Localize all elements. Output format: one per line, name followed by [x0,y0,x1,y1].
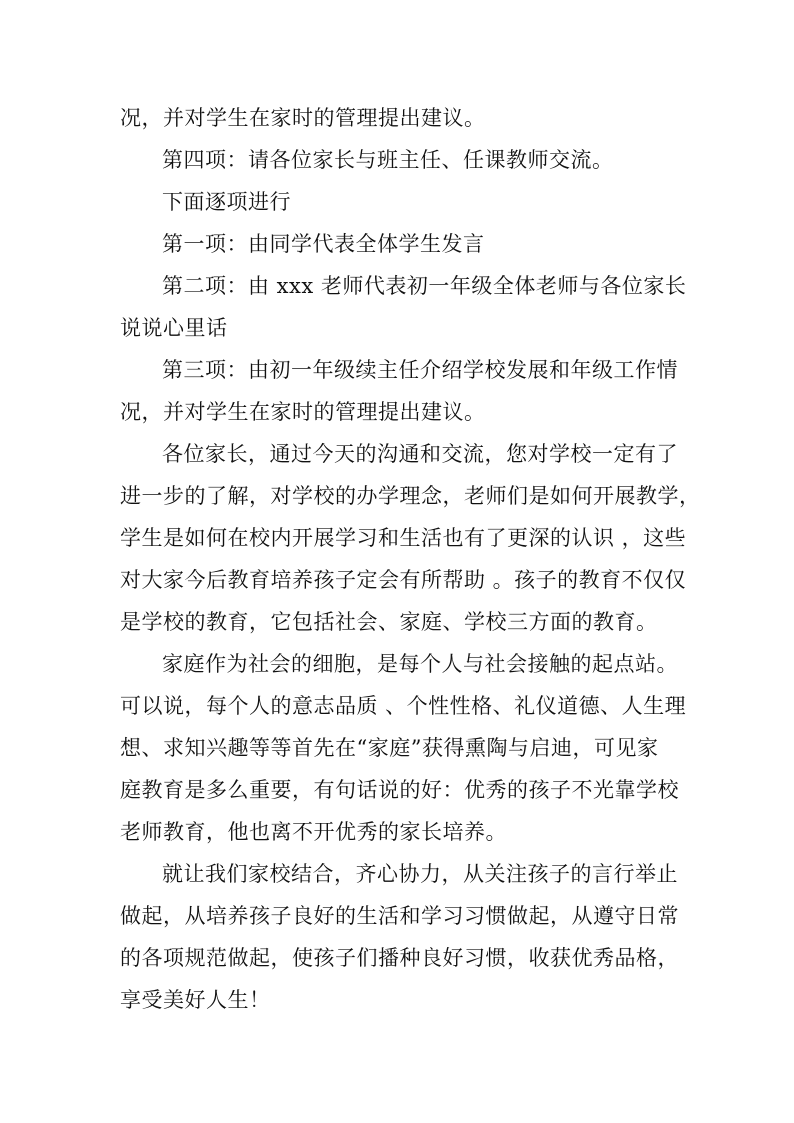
text-line: 庭教育是多么重要，有句话说的好：优秀的孩子不光靠学校 [120,778,679,802]
text-line: 可以说，每个人的意志品质 、个性性格、礼仪道德、人生理 [120,694,687,718]
text-line: 就让我们家校结合，齐心协力，从关注孩子的言行举止 [162,862,678,886]
text-line: 况，并对学生在家时的管理提出建议。 [120,106,486,130]
text-line: 想、求知兴趣等等首先在“家庭”获得熏陶与启迪，可见家 [120,736,659,760]
text-line: 下面逐项进行 [162,190,291,214]
text-line: 第一项：由同学代表全体学生发言 [162,232,485,256]
text-line: 各位家长，通过今天的沟通和交流，您对学校一定有了 [162,442,678,466]
text-line: 第四项：请各位家长与班主任、任课教师交流。 [162,148,614,172]
text-line: 第二项：由 xxx 老师代表初一年级全体老师与各位家长 [162,274,687,298]
text-line: 老师教育，他也离不开优秀的家长培养。 [120,820,507,844]
text-line: 对大家今后教育培养孩子定会有所帮助 。孩子的教育不仅仅 [120,568,687,592]
text-line: 的各项规范做起，使孩子们播种良好习惯，收获优秀品格， [120,946,679,970]
text-line: 是学校的教育，它包括社会、家庭、学校三方面的教育。 [120,610,658,634]
text-line: 家庭作为社会的细胞，是每个人与社会接触的起点站。 [162,652,678,676]
text-line: 进一步的了解，对学校的办学理念，老师们是如何开展教学， [120,484,701,508]
text-line: 学生是如何在校内开展学习和生活也有了更深的认识 ，这些 [120,526,687,550]
text-line: 第三项：由初一年级续主任介绍学校发展和年级工作情 [162,358,678,382]
text-line: 享受美好人生！ [120,988,271,1012]
text-line: 况，并对学生在家时的管理提出建议。 [120,400,486,424]
text-line: 做起，从培养孩子良好的生活和学习习惯做起，从遵守日常 [120,904,679,928]
text-line: 说说心里话 [120,316,228,340]
